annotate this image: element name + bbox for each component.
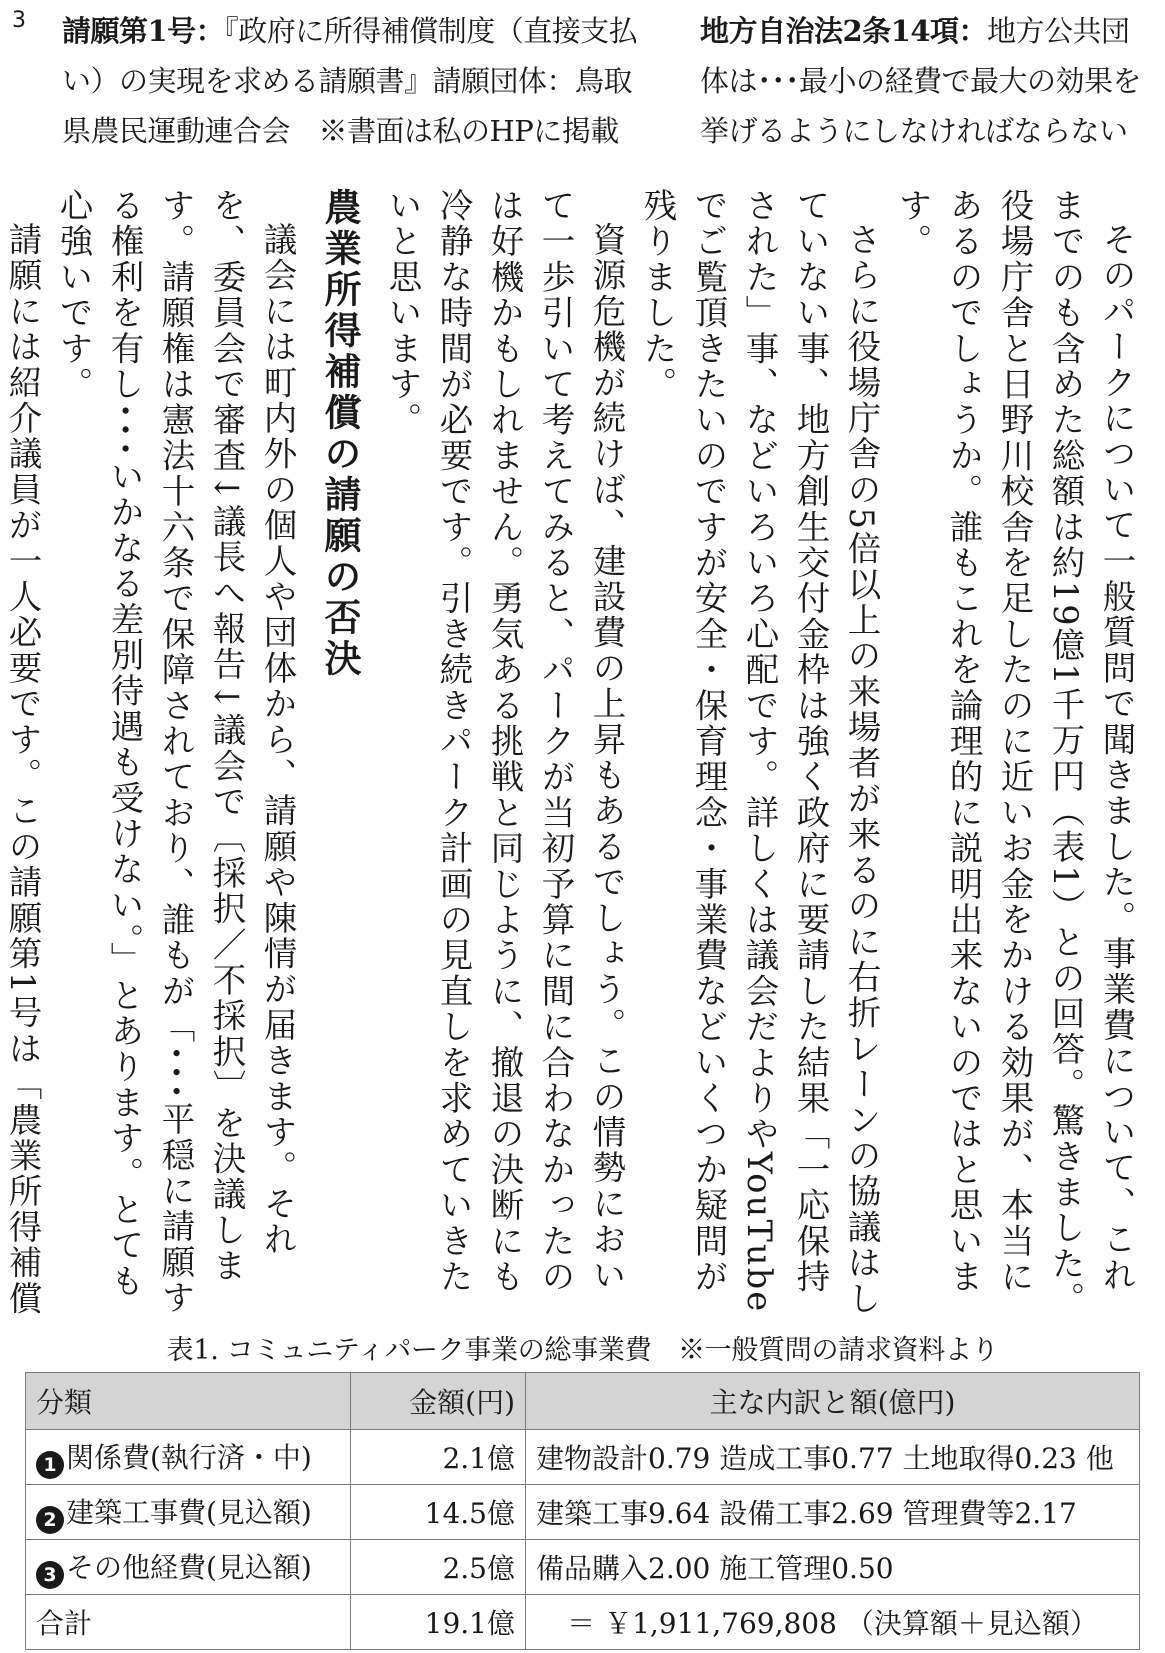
- number-badge: 1: [36, 1451, 64, 1479]
- column-header-category: 分類: [26, 1373, 351, 1430]
- details-cell: 建物設計0.79 造成工事0.77 土地取得0.23 他: [526, 1430, 1140, 1485]
- table-row: [26, 1485, 1140, 1540]
- article-body: [3, 188, 1142, 1323]
- table-caption: 表1. コミュニティパーク事業の総事業費 ※一般質問の請求資料より: [166, 1335, 999, 1366]
- section-heading: 農業所得補償の請願の否決: [318, 188, 362, 680]
- number-badge: 2: [36, 1506, 64, 1534]
- details-cell: 建築工事9.64 設備工事2.69 管理費等2.17: [526, 1485, 1140, 1540]
- table-row: [26, 1430, 1140, 1485]
- category-label: 関係費(執行済・中): [66, 1440, 312, 1474]
- table-row: [26, 1540, 1140, 1595]
- total-details-cell: ＝ ￥1,911,769,808 （決算額＋見込額）: [526, 1595, 1140, 1650]
- paragraph: さらに役場庁舎の5倍以上の来場者が来るのに右折レーンの協議はしていない事、地方創生交付金枠は強く政府に要請した結果「一応保持された」事、などいろいろ心配です。詳しくは議会だよりやYouTubeでご覧頂きたいのですが安全・保育理念・事業費などいくつか疑問が残りました。: [638, 188, 881, 1317]
- number-badge: 3: [36, 1561, 64, 1589]
- project-cost-table: [25, 1372, 1140, 1650]
- paragraph: そのパークについて一般質問で聞きました。事業費について、これまでのも含めた総額は約19億1千万円（表1）との回答。驚きました。役場庁舎と日野川校舎を足したのに近いお金をかける効果が、本当にあるのでしょうか。誰もこれを論理的に説明出来ないのではと思います。: [893, 188, 1136, 1318]
- paragraph: 資源危機が続けば、建設費の上昇もあるでしょう。この情勢において一歩引いて考えてみると、パークが当初予算に間に合わなかったのは好機かもしれません。勇気ある挑戦と同じように、撤退の決断にも冷静な時間が必要です。引き続きパーク計画の見直しを求めていきたいと思います。: [383, 188, 626, 1295]
- law-note-label: 地方自治法2条14項：: [700, 14, 988, 48]
- petition-note-label: 請願第1号：: [62, 14, 225, 48]
- amount-cell: 2.5億: [351, 1540, 526, 1595]
- amount-cell: 2.1億: [351, 1430, 526, 1485]
- category-label: その他経費(見込額): [66, 1550, 312, 1584]
- paragraph: 議会には町内外の個人や団体から、請願や陳情が届きます。それを、委員会で審査↓議長へ報告↓議会で〔採択／不採択〕を決議します。請願権は憲法十六条で保障されており、誰もが「･･･平穏に請願する権利を有し･･･いかなる差別待遇も受けない。」とあります。とても心強いです。: [54, 188, 297, 1316]
- category-cell: [26, 1485, 351, 1540]
- local-autonomy-law-note: [700, 6, 1150, 156]
- total-label-cell: 合計: [26, 1595, 351, 1650]
- table-total-row: [26, 1595, 1140, 1650]
- law-note-text: 地方公共団体は･･･最小の経費で最大の効果を挙げるようにしなければならない: [700, 14, 1142, 148]
- category-cell: [26, 1540, 351, 1595]
- column-header-amount: 金額(円): [351, 1373, 526, 1430]
- total-amount-cell: 19.1億: [351, 1595, 526, 1650]
- details-cell: 備品購入2.00 施工管理0.50: [526, 1540, 1140, 1595]
- column-header-details: 主な内訳と額(億円): [526, 1373, 1140, 1430]
- petition-note-text: 『政府に所得補償制度（直接支払い）の実現を求める請願書』請願団体：鳥取県農民運動連合会 ※書面は私のHPに掲載: [62, 14, 638, 148]
- paragraph: 請願には紹介議員が一人必要です。この請願第1号は「農業所得補償: [3, 221, 42, 1317]
- table-header-row: [26, 1373, 1140, 1430]
- amount-cell: 14.5億: [351, 1485, 526, 1540]
- category-cell: [26, 1430, 351, 1485]
- petition-note: [62, 6, 647, 156]
- page-number: 3: [12, 8, 26, 33]
- category-label: 建築工事費(見込額): [66, 1495, 312, 1529]
